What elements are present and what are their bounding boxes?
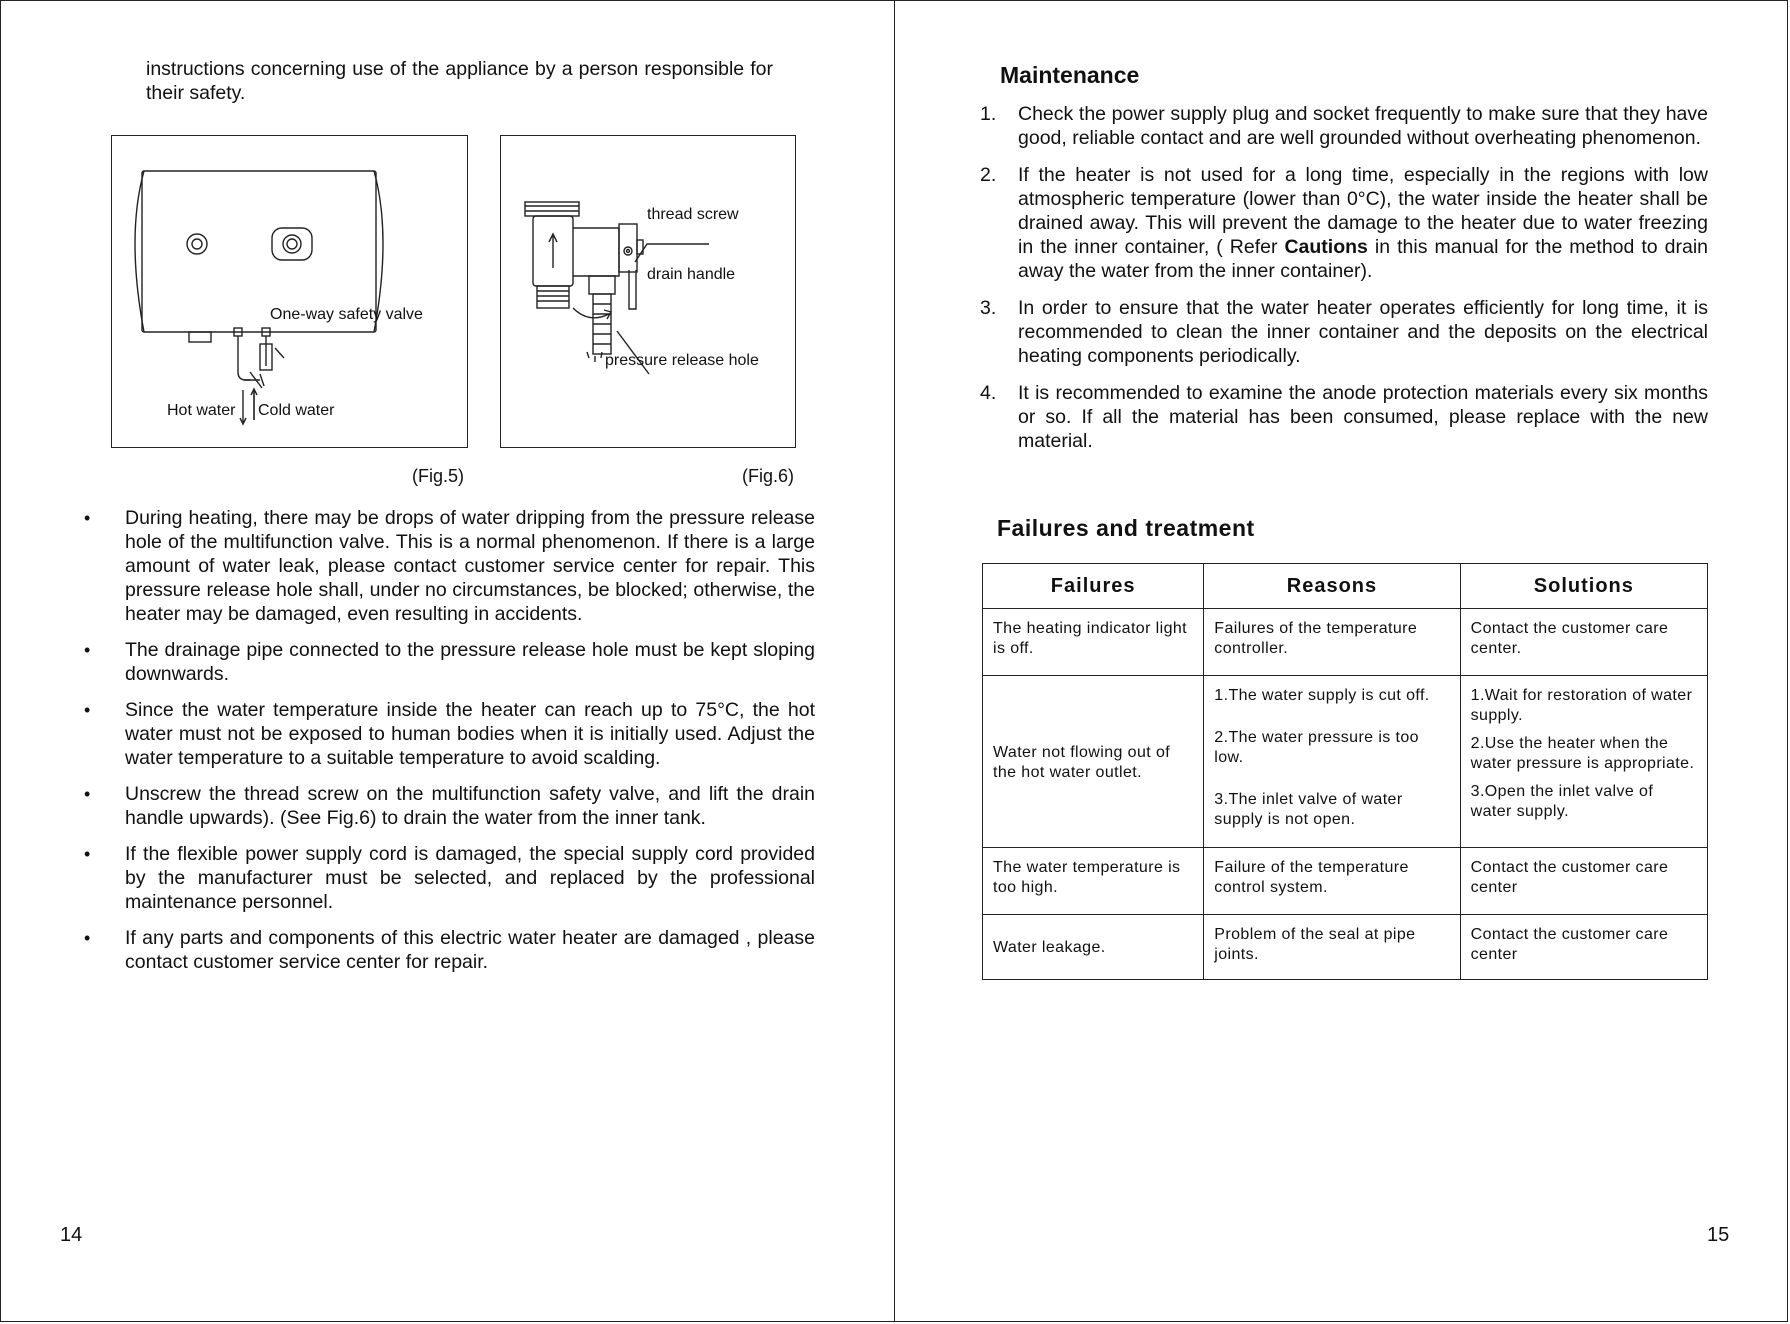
bullet-icon: • — [84, 844, 91, 864]
bullet-icon: • — [84, 784, 91, 804]
table-row — [983, 676, 1708, 848]
cautions-reference: Cautions — [1284, 236, 1368, 258]
fig5-caption: (Fig.5) — [412, 466, 465, 486]
reason-cell: Problem of the seal at pipe joints. — [1204, 915, 1460, 980]
table-row — [983, 915, 1708, 980]
solution-cell: Contact the customer care center — [1460, 915, 1707, 980]
reason-cell: Failures of the temperature controller. — [1204, 609, 1460, 676]
table-row — [983, 609, 1708, 676]
table-header-row — [983, 564, 1708, 609]
list-item: 2. If the heater is not used for a long time, especially in the regions with low atmospheric temperature (lower than 0°C), the water inside the heater shall be drained away. This will prevent the damage to the heater due to water freezing in the inner container, ( Refer Cautions in this manual for the method to drain away the water from the inner container). — [980, 164, 1708, 282]
maintenance-title: Maintenance — [1000, 62, 1140, 88]
column-header: Solutions — [1460, 564, 1707, 609]
thread-screw-label: thread screw — [647, 206, 739, 223]
solution-cell: 1.Wait for restoration of water supply. 2.Use the heater when the water pressure is appropriate. 3.Open the inlet valve of water supply. — [1460, 676, 1707, 848]
list-item: • During heating, there may be drops of water dripping from the pressure release hole of the multifunction valve. This is a normal phenomenon. If there is a large amount of water leak, please contact customer service center for repair. This pressure release hole shall, under no circumstances, be blocked; otherwise, the heater may be damaged, even resulting in accidents. — [84, 507, 815, 625]
failure-cell: The heating indicator light is off. — [983, 609, 1204, 676]
multifunction-valve-illustration — [501, 136, 795, 447]
hot-water-label: Hot water — [167, 402, 236, 419]
fig5-figure — [111, 135, 468, 448]
solution-cell: Contact the customer care center. — [1460, 609, 1707, 676]
water-heater-illustration — [112, 136, 467, 447]
fig6-caption: (Fig.6) — [742, 466, 795, 486]
list-item: • Unscrew the thread screw on the multifunction safety valve, and lift the drain handle upwards). (See Fig.6) to drain the water from the inner tank. — [84, 783, 815, 829]
column-header: Failures — [983, 564, 1204, 609]
list-item: 1. Check the power supply plug and socket frequently to make sure that they have good, reliable contact and are well grounded without overheating phenomenon. — [980, 103, 1708, 149]
list-item: • If the flexible power supply cord is damaged, the special supply cord provided by the manufacturer must be selected, and replaced by the professional maintenance personnel. — [84, 843, 815, 913]
page-number-left: 14 — [60, 1224, 83, 1246]
table-row — [983, 848, 1708, 915]
solution-cell: Contact the customer care center — [1460, 848, 1707, 915]
list-item: 4. It is recommended to examine the anode protection materials every six months or so. If all the material has been consumed, please replace with the new material. — [980, 382, 1708, 452]
page-number-right: 15 — [1707, 1224, 1730, 1246]
drain-handle-label: drain handle — [647, 266, 736, 283]
safety-valve-label: One-way safety valve — [270, 306, 423, 323]
maintenance-list — [980, 102, 1708, 466]
failure-cell: The water temperature is too high. — [983, 848, 1204, 915]
failure-cell: Water not flowing out of the hot water outlet. — [983, 676, 1204, 848]
pressure-hole-label: pressure release hole — [605, 352, 759, 369]
cold-water-label: Cold water — [258, 402, 335, 419]
column-header: Reasons — [1204, 564, 1460, 609]
list-item: • Since the water temperature inside the heater can reach up to 75°C, the hot water must not be exposed to human bodies when it is initially used. Adjust the water temperature to a suitable temperature to avoid scalding. — [84, 699, 815, 769]
fig6-figure — [500, 135, 796, 448]
list-item: • If any parts and components of this electric water heater are damaged , please contact customer service center for repair. — [84, 927, 815, 973]
bullet-icon: • — [84, 700, 91, 720]
bullet-icon: • — [84, 928, 91, 948]
failures-title: Failures and treatment — [997, 515, 1255, 541]
list-item: 3. In order to ensure that the water heater operates efficiently for long time, it is recommended to clean the inner container and the deposits on the electrical heating components periodically. — [980, 297, 1708, 367]
reason-cell: Failure of the temperature control system. — [1204, 848, 1460, 915]
intro-text: instructions concerning use of the appliance by a person responsible for their safety. — [146, 58, 773, 104]
safety-bullet-list — [80, 506, 815, 986]
list-item: • The drainage pipe connected to the pressure release hole must be kept sloping downwards. — [84, 639, 815, 685]
failure-cell: Water leakage. — [983, 915, 1204, 980]
reason-cell: 1.The water supply is cut off. 2.The water pressure is too low. 3.The inlet valve of water supply is not open. — [1204, 676, 1460, 848]
bullet-icon: • — [84, 640, 91, 660]
page-divider — [894, 0, 895, 1322]
bullet-icon: • — [84, 508, 91, 528]
failures-table — [982, 563, 1708, 980]
